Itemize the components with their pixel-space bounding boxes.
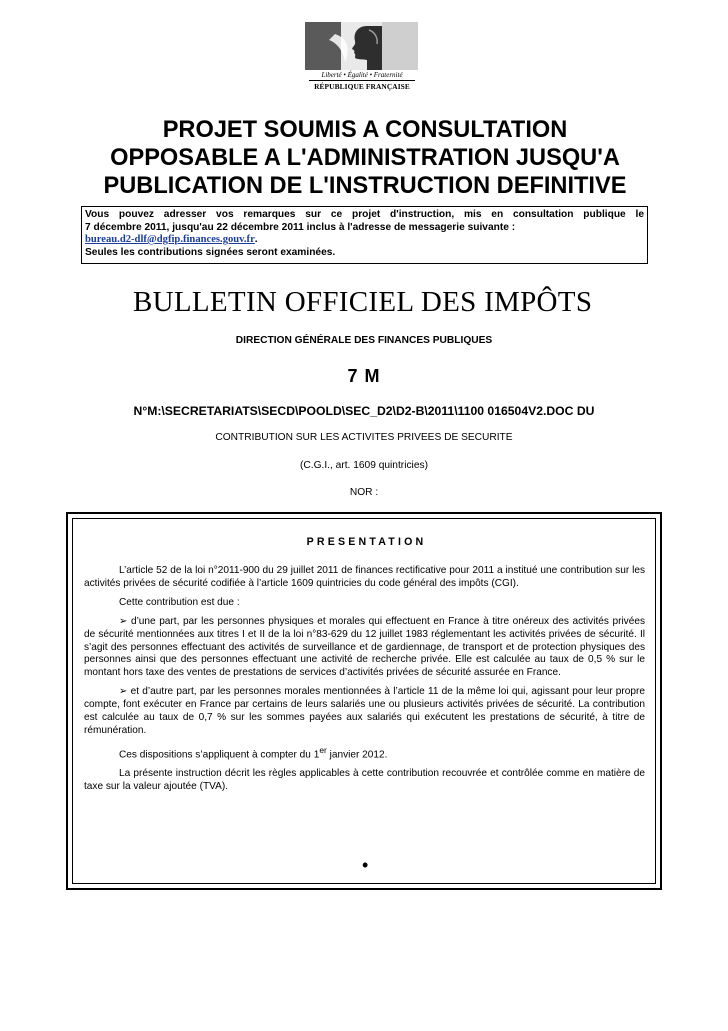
paragraph-5-superscript: er xyxy=(319,744,327,755)
presentation-bullet-1 xyxy=(84,616,645,681)
bullet-1-text: d’une part, par les personnes physiques et morales qui effectuent en France à titre onéreux des activités privées de sécurité mentionnées aux titres I et II de la loi n°83-629 du 12 juillet 1983 réglementant les activités privées de sécurité. Il s’agit des personnes effectuant des activités de surveillance et de gardiennage, de transport et de protection physiques des personnes ainsi que des personnes effectuant une activité de recherche privée. Elle est calculée au taux de 0,5 % sur le montant hors taxe des ventes de prestations de services d’activités privées de sécurité assurée en France. xyxy=(84,615,646,679)
headline-line-3: PUBLICATION DE L'INSTRUCTION DEFINITIVE xyxy=(103,173,627,199)
arrow-bullet-icon: ➢ xyxy=(119,615,128,627)
presentation-title: PRESENTATION xyxy=(306,536,427,548)
presentation-bullet-2 xyxy=(84,686,645,738)
end-bullet-mark: • xyxy=(362,855,369,875)
document-subject: CONTRIBUTION SUR LES ACTIVITES PRIVEES DE SECURITE xyxy=(215,432,513,443)
presentation-paragraph-1: L’article 52 de la loi n°2011-900 du 29 juillet 2011 de finances rectificative pour 2011 a institué une contribution sur les activités privées de sécurité codifiée à l’article 1609 quintricies du code général des impôts (CGI). xyxy=(84,565,645,589)
notice-line-2: 7 décembre 2011, jusqu'au 22 décembre 2011 inclus à l'adresse de messagerie suivante : xyxy=(85,221,516,233)
notice-line-4: Seules les contributions signées seront examinées. xyxy=(85,246,336,258)
arrow-bullet-icon: ➢ xyxy=(119,686,128,698)
presentation-paragraph-6: La présente instruction décrit les règles applicables à cette contribution recouvrée et contrôlée comme en matière de taxe sur la valeur ajoutée (TVA). xyxy=(84,768,645,793)
bullet-2-text: et d’autre part, par les personnes morales mentionnées à l’article 11 de la même loi qui, agissant pour leur propre compte, font exécuter en France par certains de leurs salariés une ou plusieurs activités privées de sécurité. La contribution est calculée au taux de 0,7 % sur les sommes payées aux salariés qui exécutent les prestations de sécurité, à titre de rémunération. xyxy=(84,686,645,736)
nor-label: NOR : xyxy=(349,487,379,498)
paragraph-5-start: Ces dispositions s’appliquent à compter du 1 xyxy=(119,749,320,761)
marianne-logo-icon xyxy=(305,22,418,70)
direction-name: DIRECTION GÉNÉRALE DES FINANCES PUBLIQUES xyxy=(235,335,493,346)
notice-email-line xyxy=(85,234,644,247)
bulletin-title: BULLETIN OFFICIEL DES IMPÔTS xyxy=(133,286,593,318)
document-reference: N°M:\SECRETARIATS\SECD\POOLD\SEC_D2\D2-B\2011\1100 016504V2.DOC DU xyxy=(133,404,595,418)
presentation-paragraph-5 xyxy=(84,744,645,762)
notice-email-suffix: . xyxy=(254,234,258,245)
presentation-body xyxy=(84,565,645,800)
paragraph-5-end: janvier 2012. xyxy=(326,749,388,761)
notice-line-1: Vous pouvez adresser vos remarques sur ce projet d'instruction, mis en consultation publique le xyxy=(85,209,644,220)
logo-motto: Liberté • Égalité • Fraternité xyxy=(321,71,403,79)
cgi-article: (C.G.I., art. 1609 quintricies) xyxy=(300,460,428,471)
headline-line-1: PROJET SOUMIS A CONSULTATION xyxy=(162,117,568,143)
logo-divider xyxy=(309,80,415,81)
consultation-headline xyxy=(70,116,660,200)
logo-republique-francaise: RÉPUBLIQUE FRANÇAISE xyxy=(314,82,410,91)
bulletin-code: 7 M xyxy=(347,366,381,386)
notice-email-link[interactable]: bureau.d2-dlf@dgfip.finances.gouv.fr xyxy=(85,234,255,245)
presentation-paragraph-2: Cette contribution est due : xyxy=(119,596,240,608)
headline-line-2: OPPOSABLE A L'ADMINISTRATION JUSQU'A xyxy=(110,145,620,171)
consultation-notice-box xyxy=(81,206,648,264)
